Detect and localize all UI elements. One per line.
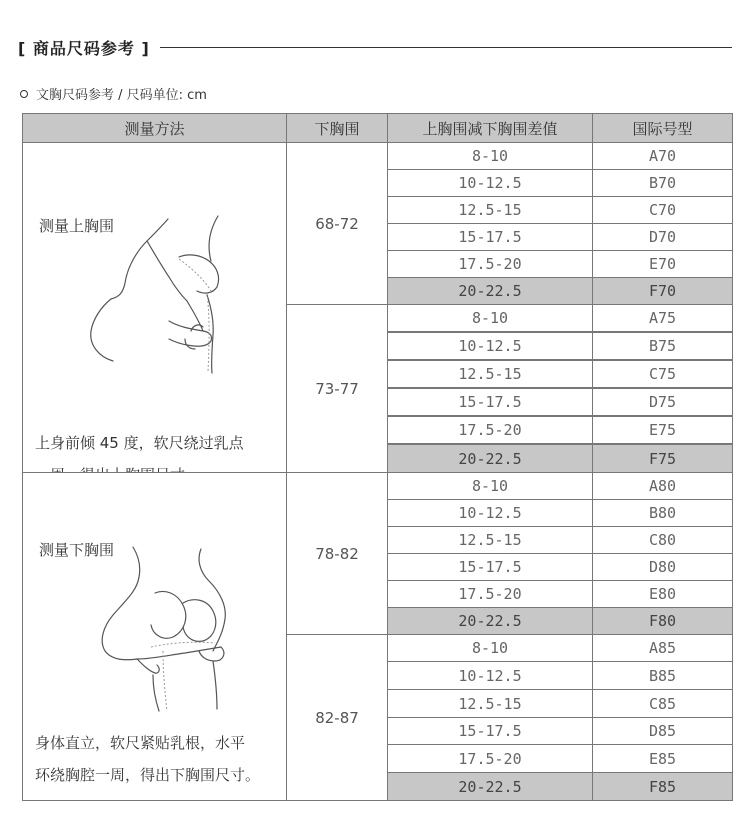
difference-cell: 17.5-20 (387, 250, 593, 278)
intl-size-cell: F70 (592, 277, 733, 305)
intl-size-cell: B75 (592, 332, 733, 360)
intl-size-cell: A75 (592, 304, 733, 332)
difference-cell: 20-22.5 (387, 607, 593, 635)
intl-size-cell: A85 (592, 634, 733, 662)
difference-cell: 12.5-15 (387, 196, 593, 224)
difference-cell: 10-12.5 (387, 661, 593, 690)
intl-size-cell: C75 (592, 360, 733, 388)
intl-size-cell: F85 (592, 772, 733, 801)
intl-size-cell: D85 (592, 717, 733, 745)
upper-bust-illustration (83, 211, 243, 376)
intl-size-cell: E80 (592, 580, 733, 608)
method-desc-line2: 环绕胸腔一周，得出下胸围尺寸。 (35, 766, 261, 784)
difference-cell: 8-10 (387, 142, 593, 170)
difference-cell: 17.5-20 (387, 580, 593, 608)
underbust-cell: 78-82 (286, 472, 388, 635)
intl-size-cell: F80 (592, 607, 733, 635)
header-underbust: 下胸围 (286, 113, 388, 143)
intl-size-cell: B80 (592, 499, 733, 527)
difference-cell: 15-17.5 (387, 388, 593, 416)
intl-size-cell: B85 (592, 661, 733, 690)
underbust-cell: 73-77 (286, 304, 388, 473)
method-title: 测量上胸围 (39, 217, 115, 235)
difference-cell: 10-12.5 (387, 169, 593, 197)
size-note (20, 84, 207, 103)
header-method: 测量方法 (22, 113, 287, 143)
difference-cell: 20-22.5 (387, 277, 593, 305)
intl-size-cell: D70 (592, 223, 733, 251)
intl-size-cell: C80 (592, 526, 733, 554)
difference-cell: 10-12.5 (387, 499, 593, 527)
method-desc-line1: 身体直立，软尺紧贴乳根，水平 (35, 734, 246, 752)
difference-cell: 12.5-15 (387, 689, 593, 718)
intl-size-cell: C85 (592, 689, 733, 718)
header-divider (160, 47, 732, 48)
under-bust-illustration (93, 543, 253, 713)
difference-cell: 20-22.5 (387, 772, 593, 801)
intl-size-cell: E85 (592, 744, 733, 773)
intl-size-cell: C70 (592, 196, 733, 224)
intl-size-cell: D80 (592, 553, 733, 581)
difference-cell: 8-10 (387, 304, 593, 332)
difference-cell: 12.5-15 (387, 360, 593, 388)
underbust-cell: 82-87 (286, 634, 388, 801)
difference-cell: 15-17.5 (387, 717, 593, 745)
circle-bullet-icon (20, 90, 28, 98)
intl-size-cell: A70 (592, 142, 733, 170)
intl-size-cell: A80 (592, 472, 733, 500)
difference-cell: 17.5-20 (387, 416, 593, 444)
intl-size-cell: E70 (592, 250, 733, 278)
intl-size-cell: E75 (592, 416, 733, 444)
difference-cell: 8-10 (387, 472, 593, 500)
difference-cell: 15-17.5 (387, 553, 593, 581)
header-difference: 上胸围减下胸围差值 (387, 113, 593, 143)
underbust-cell: 68-72 (286, 142, 388, 305)
size-note-text: 文胸尺码参考 / 尺码单位: cm (36, 88, 207, 103)
difference-cell: 10-12.5 (387, 332, 593, 360)
section-header (18, 36, 732, 64)
header-intl-size: 国际号型 (592, 113, 733, 143)
intl-size-cell: B70 (592, 169, 733, 197)
method-upper-bust (22, 142, 287, 473)
method-desc-line1: 上身前倾 45 度，软尺绕过乳点 (35, 434, 244, 452)
method-under-bust (22, 472, 287, 801)
size-table (22, 113, 733, 801)
difference-cell: 17.5-20 (387, 744, 593, 773)
difference-cell: 15-17.5 (387, 223, 593, 251)
difference-cell: 12.5-15 (387, 526, 593, 554)
method-title: 测量下胸围 (39, 541, 115, 559)
difference-cell: 8-10 (387, 634, 593, 662)
difference-cell: 20-22.5 (387, 444, 593, 473)
intl-size-cell: F75 (592, 444, 733, 473)
intl-size-cell: D75 (592, 388, 733, 416)
section-title: [ 商品尺码参考 ] (18, 39, 150, 58)
